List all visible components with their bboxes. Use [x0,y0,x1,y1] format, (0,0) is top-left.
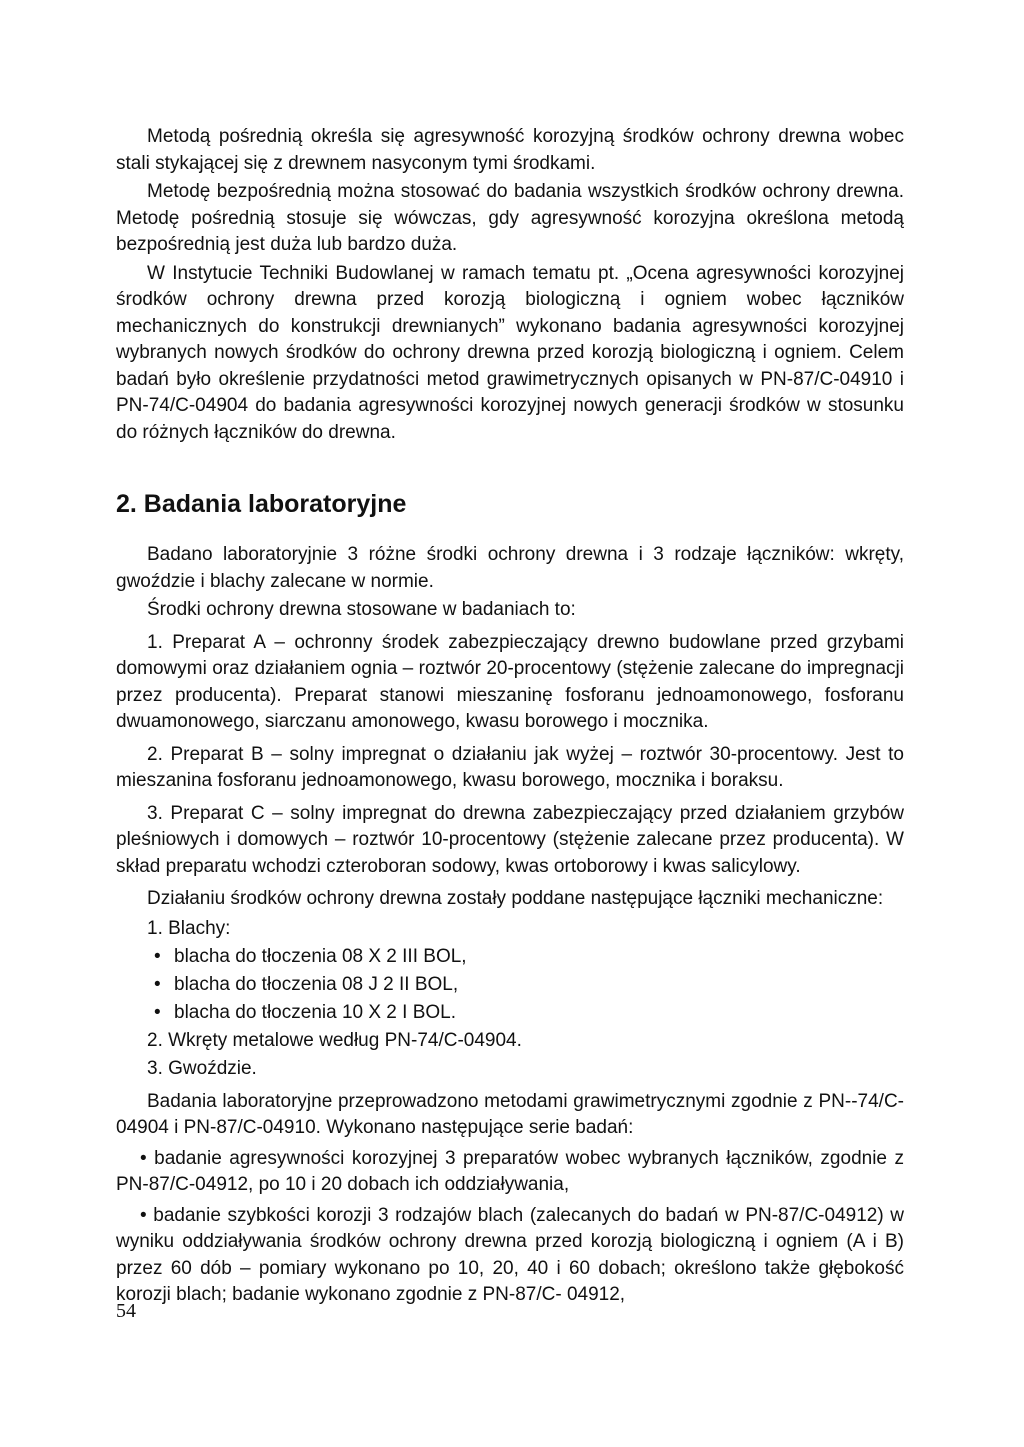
fastener-screws-label: 2. Wkręty metalowe według PN-74/C-04904. [147,1029,522,1051]
paragraph-agents-intro: Środki ochrony drewna stosowane w badaniach to: [147,599,576,620]
bullet-icon: • [140,1204,147,1226]
plate-list-item [116,943,904,971]
page-number: 54 [116,1300,136,1322]
plate-label: blacha do tłoczenia 08 J 2 II BOL, [174,973,459,995]
page-body [116,124,904,1313]
series-text: badanie agresywności korozyjnej 3 preparatów wobec wybranych łączników, zgodnie z PN-87/C-04912, po 10 i 20 dobach ich oddziaływania, [116,1147,904,1195]
plate-label: blacha do tłoczenia 08 X 2 III BOL, [174,945,467,967]
agent-c-item: 3. Preparat C – solny impregnat do drewna zabezpieczający przed działaniem grzybów pleśniowych i domowych – roztwór 10-procentowy (stężenie zalecane przez producenta). W skład preparatu wchodzi czteroboran sodowy, kwas ortoborowy i kwas salicylowy. [116,802,904,877]
plate-list-item [116,999,904,1027]
section-heading: 2. Badania laboratoryjne [116,490,407,518]
paragraph-fasteners-intro: Działaniu środków ochrony drewna zostały poddane następujące łączniki mechaniczne: [147,888,884,909]
paragraph-direct-method: Metodę bezpośrednią można stosować do badania wszystkich środków ochrony drewna. Metodę pośrednią stosuje się wówczas, gdy agresywność korozyjna określona metodą bezpośrednią jest duża lub bardzo duża. [116,181,904,255]
paragraph-indirect-method: Metodą pośrednią określa się agresywność korozyjną środków ochrony drewna wobec stali stykającej się z drewnem nasyconym tymi środkami. [116,126,904,174]
plate-label: blacha do tłoczenia 10 X 2 I BOL. [174,1001,457,1023]
series-text: badanie szybkości korozji 3 rodzajów blach (zalecanych do badań w PN-87/C-04912) w wyniku oddziaływania środków ochrony drewna przed korozją biologiczną i ogniem (A i B) przez 60 dób – pomiary wykonano po 10, 20, 40 i 60 dobach; określono także głębokość korozji blach; badanie wykonano zgodnie z PN-87/C- 04912, [116,1204,904,1305]
fastener-nails-label: 3. Gwoździe. [147,1057,257,1079]
paragraph-itb-research: W Instytucie Techniki Budowlanej w ramach tematu pt. „Ocena agresywności korozyjnej środków ochrony drewna przed korozją biologiczną i ogniem wobec łączników mechanicznych do konstrukcji drewnianych” wykonano badania agresywności korozyjnej wybranych nowych środków do ochrony drewna przed korozją biologiczną i ogniem. Celem badań było określenie przydatności metod grawimetrycznych opisanych w PN-87/C-04910 i PN-74/C-04904 do badania agresywności korozyjnej nowych generacji środków w stosunku do różnych łączników do drewna. [116,262,904,443]
series-list-item [116,1203,904,1309]
bullet-icon: • [140,1147,147,1169]
plate-list-item [116,971,904,999]
paragraph-lab-intro: Badano laboratoryjnie 3 różne środki ochrony drewna i 3 rodzaje łączników: wkręty, gwoździe i blachy zalecane w normie. [116,544,904,592]
bullet-icon: • [154,945,161,967]
agent-b-item: 2. Preparat B – solny impregnat o działaniu jak wyżej – roztwór 30-procentowy. Jest to mieszanina fosforanu jednoamonowego, kwasu borowego, mocznika i boraksu. [116,743,904,791]
agent-a-item: 1. Preparat A – ochronny środek zabezpieczający drewno budowlane przed grzybami domowymi oraz działaniem ognia – roztwór 20-procentowy (stężenie zalecane do impregnacji przez producenta). Preparat stanowi mieszaninę fosforanu jednoamonowego, fosforanu dwuamonowego, siarczanu amonowego, kwasu borowego i mocznika. [116,631,904,732]
series-list-item [116,1146,904,1199]
bullet-icon: • [154,1001,161,1023]
bullet-icon: • [154,973,161,995]
paragraph-methods: Badania laboratoryjne przeprowadzono metodami grawimetrycznymi zgodnie z PN--74/C-04904 i PN-87/C-04910. Wykonano następujące serie badań: [116,1090,904,1138]
fastener-plates-label: 1. Blachy: [147,917,231,939]
